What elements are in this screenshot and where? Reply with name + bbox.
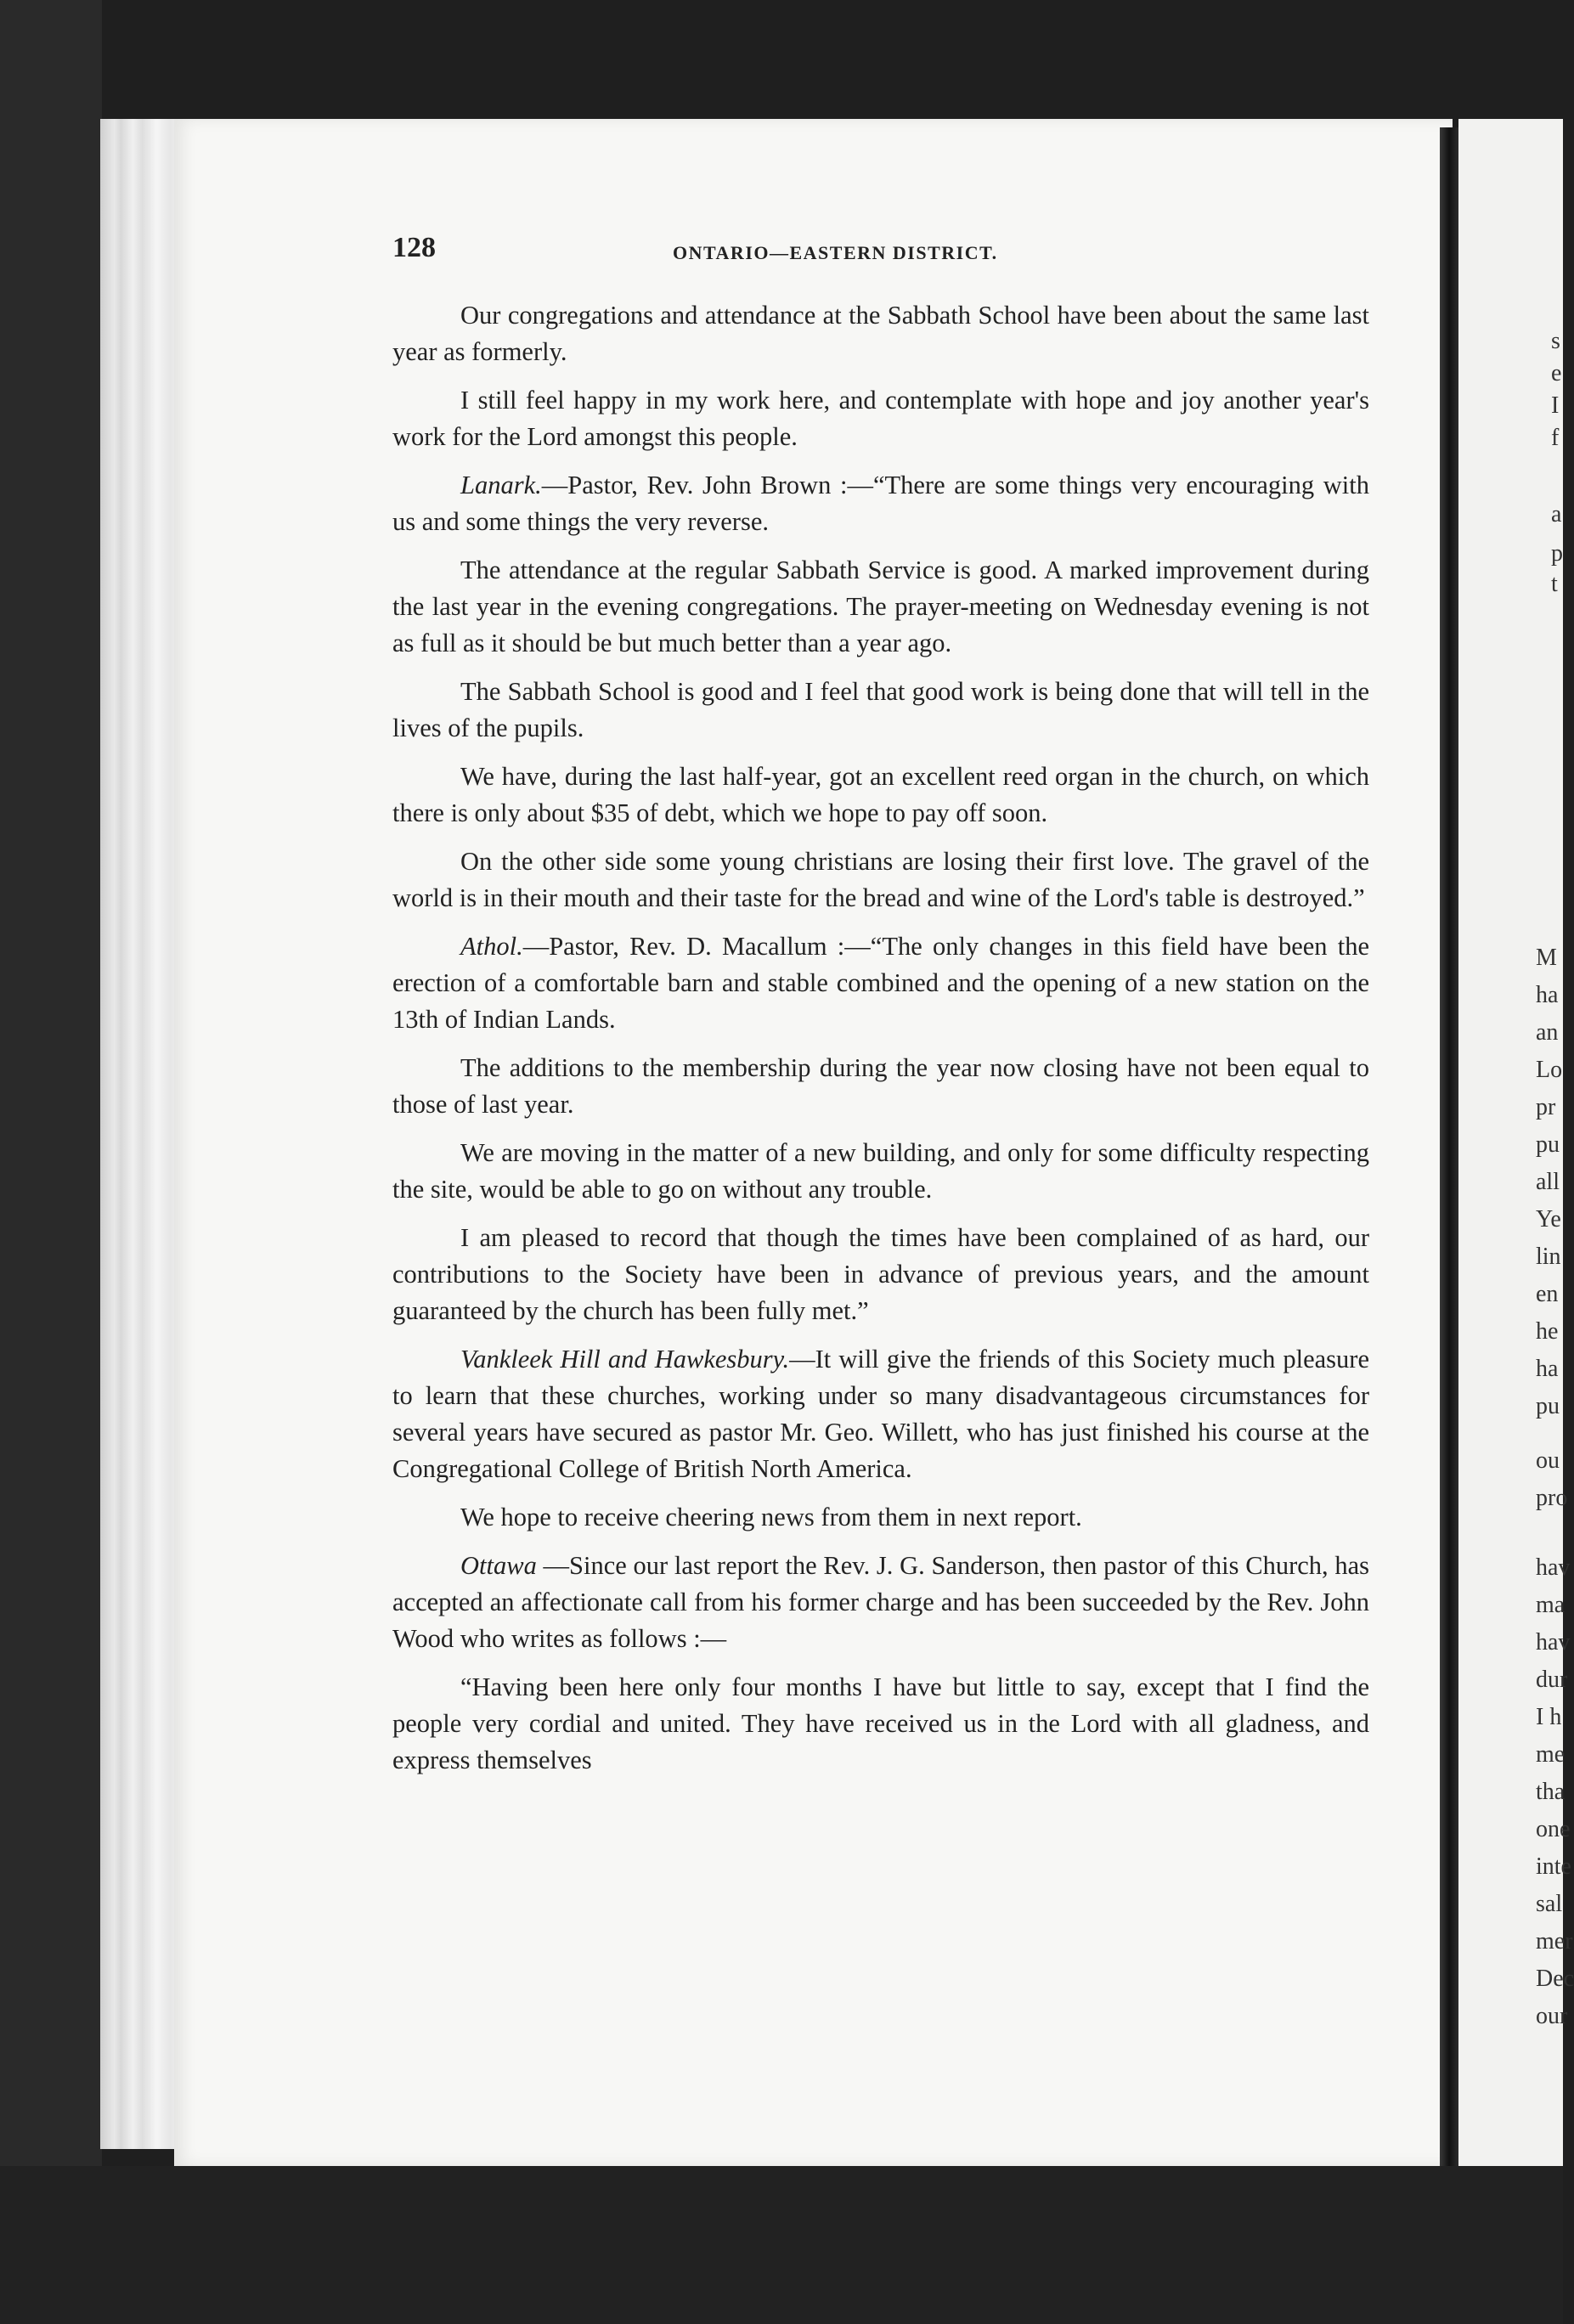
facing-page-fragment: me [1536, 1741, 1566, 1768]
facing-page-fragment: sal [1536, 1891, 1563, 1917]
book-gutter [1440, 127, 1458, 2166]
page-number: 128 [392, 232, 436, 263]
paragraph [392, 674, 1369, 747]
paragraphs [392, 297, 1369, 1779]
facing-page-fragment: I [1551, 392, 1560, 419]
running-head: ONTARIO—EASTERN DISTRICT. [673, 242, 998, 263]
paragraph [392, 467, 1369, 540]
facing-page-fragment: pu [1536, 1393, 1560, 1419]
facing-page-fragment: p [1551, 540, 1563, 567]
paragraph [392, 928, 1369, 1038]
paragraph [392, 1341, 1369, 1487]
paragraph-lead: Athol. [460, 932, 523, 961]
paragraph-text: The attendance at the regular Sabbath Service is good. A marked improvement during the last year in the evening congregations. The prayer-meeting on Wednesday evening is not as full as it should be but much better than a year ago. [392, 556, 1369, 657]
facing-page-fragment: ma [1536, 1592, 1566, 1618]
facing-page-fragment: an [1536, 1019, 1559, 1046]
facing-page-fragment: dur [1536, 1667, 1568, 1693]
facing-page-fragment: en [1536, 1281, 1559, 1307]
facing-page-fragment: Dec [1536, 1966, 1574, 1992]
facing-page-fragment: lin [1536, 1244, 1561, 1270]
facing-page-fragment: Ye [1536, 1206, 1561, 1233]
facing-page-fragment: pro [1536, 1485, 1568, 1511]
facing-page-fragment: inte [1536, 1853, 1571, 1880]
paragraph-text: I am pleased to record that though the times have been complained of as hard, our contributions to the Society have been in advance of previous years, and the amount guaranteed by the church has been fully met.” [392, 1223, 1369, 1325]
scan-background-bottom [0, 2166, 1563, 2324]
paragraph [392, 1548, 1369, 1657]
paragraph-text: The Sabbath School is good and I feel that good work is being done that will tell in the lives of the pupils. [392, 677, 1369, 742]
facing-page-fragment: ha [1536, 982, 1559, 1008]
paragraph [392, 297, 1369, 370]
facing-page-fragment: he [1536, 1318, 1559, 1345]
facing-page-fragment: hav [1536, 1629, 1571, 1656]
paragraph [392, 1499, 1369, 1536]
paragraph [392, 382, 1369, 455]
paragraph-text: —It will give the friends of this Society much pleasure to learn that these churches, working under so many disadvantageous circumstances for several years have secured as pastor Mr. Geo. Willett, who has just finished his course at the Congregational College of British North America. [392, 1345, 1369, 1483]
facing-page-fragment: mer [1536, 1928, 1573, 1955]
paragraph [392, 759, 1369, 832]
facing-page-fragment: f [1551, 425, 1560, 451]
facing-page-fragment: pr [1536, 1094, 1556, 1120]
facing-page-fragment: hav [1536, 1554, 1571, 1581]
facing-page-fragment: s [1551, 328, 1560, 354]
facing-page-fragment: ha [1536, 1356, 1559, 1382]
paragraph-text: —Pastor, Rev. John Brown :—“There are some things very encouraging with us and some things the very reverse. [392, 471, 1369, 536]
paragraph-text: “Having been here only four months I have but little to say, except that I find the people very cordial and united. They have received us in the Lord with all gladness, and express themselves [392, 1672, 1369, 1774]
facing-page-fragment: ou [1536, 1447, 1560, 1474]
paragraph-text: We hope to receive cheering news from them in next report. [460, 1503, 1082, 1531]
paragraph-text: On the other side some young christians are losing their first love. The gravel of the world is in their mouth and their taste for the bread and wine of the Lord's table is destroyed.” [392, 847, 1369, 912]
paragraph-lead: Ottawa [460, 1551, 537, 1580]
facing-page-fragment: a [1551, 501, 1562, 527]
paragraph [392, 1050, 1369, 1123]
scan-background-left [0, 0, 102, 2324]
paragraph-text: We have, during the last half-year, got an excellent reed organ in the church, on which there is only about $35 of debt, which we hope to pay off soon. [392, 762, 1369, 827]
paragraph-text: We are moving in the matter of a new building, and only for some difficulty respecting the site, would be able to go on without any trouble. [392, 1138, 1369, 1204]
paragraph [392, 552, 1369, 662]
paragraph-lead: Lanark. [460, 471, 542, 499]
page-text [392, 229, 1369, 1791]
facing-page-fragment: one [1536, 1816, 1571, 1842]
paragraph [392, 1669, 1369, 1779]
facing-page-fragment: e [1551, 360, 1562, 386]
paragraph [392, 1220, 1369, 1329]
paragraph-text: The additions to the membership during the year now closing have not been equal to those of last year. [392, 1053, 1369, 1119]
facing-page-fragment: t [1551, 571, 1558, 597]
paragraph-text: Our congregations and attendance at the Sabbath School have been about the same last year as formerly. [392, 301, 1369, 366]
paragraph-text: I still feel happy in my work here, and contemplate with hope and joy another year's work for the Lord amongst this people. [392, 386, 1369, 451]
facing-page-fragment: our [1536, 2003, 1568, 2029]
paragraph-lead: Vankleek Hill and Hawkesbury. [460, 1345, 790, 1374]
facing-page-fragment: I h [1536, 1704, 1562, 1730]
facing-page-fragment: all [1536, 1169, 1560, 1195]
paragraph [392, 843, 1369, 917]
page-header [392, 229, 1369, 272]
facing-page-fragment: Lo [1536, 1057, 1563, 1083]
facing-page-fragment: M [1536, 945, 1557, 971]
facing-page-fragment: tha [1536, 1779, 1566, 1805]
facing-page-fragment: pu [1536, 1131, 1560, 1158]
paragraph-text: —Since our last report the Rev. J. G. Sanderson, then pastor of this Church, has accepted an affectionate call from his former charge and has been succeeded by the Rev. John Wood who writes as follows :— [392, 1551, 1369, 1653]
paragraph [392, 1135, 1369, 1208]
paragraph-text: —Pastor, Rev. D. Macallum :—“The only changes in this field have been the erection of a comfortable barn and stable combined and the opening of a new station on the 13th of Indian Lands. [392, 932, 1369, 1034]
